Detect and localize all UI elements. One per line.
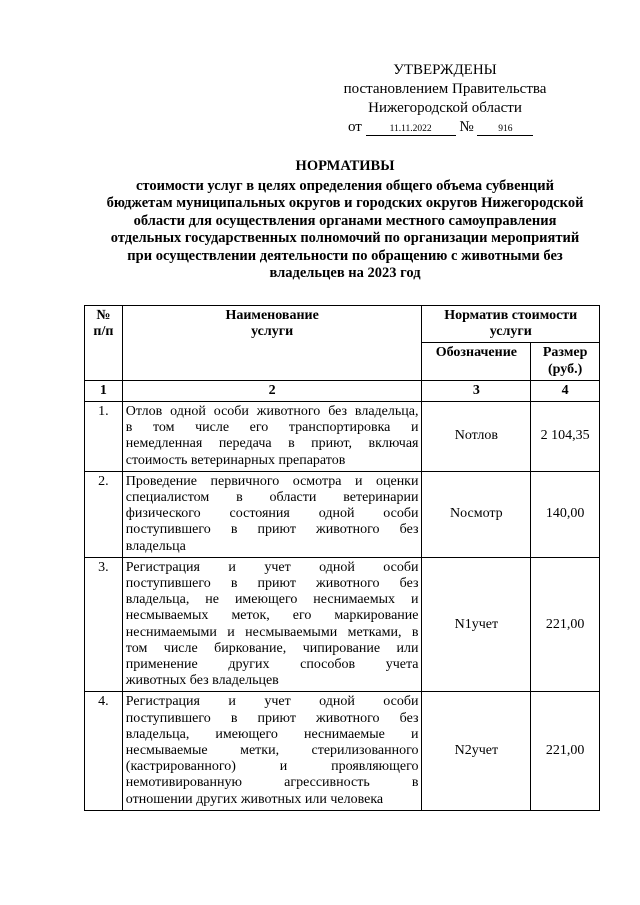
row-size: 140,00 (531, 471, 600, 557)
from-label: от (348, 119, 362, 135)
col-number: 2 (122, 380, 422, 401)
approval-date-line (348, 118, 560, 137)
row-designation: Nосмотр (422, 471, 531, 557)
row-name: Регистрация и учет одной особи поступившего в приют животного без владельца, не имеющего неснимаемых и несмываемых меток, его маркирование неснимаемыми и несмываемыми метками, в том числе биркование, чипирование или применение других способов учета животных без владельцев (122, 557, 422, 692)
title-line: владельцев на 2023 год (269, 265, 421, 281)
norms-table (84, 305, 600, 811)
title-line: отдельных государственных полномочий по организации мероприятий (110, 230, 580, 246)
col-number: 4 (531, 380, 600, 401)
table-row (85, 692, 600, 810)
row-name: Проведение первичного осмотра и оценки специалистом в области ветеринарии физического состояния одной особи поступившего в приют животного без владельца (122, 471, 422, 557)
approval-stamp (330, 61, 560, 137)
col-number: 3 (422, 380, 531, 401)
header-size: Размер (руб.) (531, 343, 600, 380)
row-designation: N2учет (422, 692, 531, 810)
row-size: 221,00 (531, 557, 600, 692)
col-number: 1 (85, 380, 123, 401)
table-row (85, 402, 600, 472)
approval-title: УТВЕРЖДЕНЫ (393, 62, 497, 78)
approval-region: Нижегородской области (368, 100, 522, 116)
row-num: 2. (85, 471, 123, 557)
document-title (95, 158, 595, 283)
number-label: № (459, 119, 474, 135)
header-norm: Норматив стоимости услуги (422, 306, 600, 343)
approval-number: 916 (477, 123, 533, 136)
row-size: 2 104,35 (531, 402, 600, 472)
row-name: Регистрация и учет одной особи поступившего в приют животного без владельца, имеющего неснимаемые и несмываемые метки, стерилизованного (кастрированного) и проявляющего немотивированную агрессивность в отношении других животных или человека (122, 692, 422, 810)
title-line: стоимости услуг в целях определения общего объема субвенций (135, 177, 554, 194)
header-name: Наименование услуги (122, 306, 422, 381)
row-num: 1. (85, 402, 123, 472)
header-designation: Обозначение (422, 343, 531, 380)
row-designation: N1учет (422, 557, 531, 692)
table-row (85, 557, 600, 692)
row-name: Отлов одной особи животного без владельца, в том числе его транспортировка и немедленная передача в приют, включая стоимость ветеринарных препаратов (122, 402, 422, 472)
title-line: бюджетам муниципальных округов и городских округов Нижегородской (106, 195, 584, 211)
header-num: № п/п (85, 306, 123, 381)
column-number-row (85, 380, 600, 401)
title-heading: НОРМАТИВЫ (295, 158, 395, 174)
table-row (85, 471, 600, 557)
row-size: 221,00 (531, 692, 600, 810)
approval-date: 11.11.2022 (366, 123, 456, 136)
row-num: 3. (85, 557, 123, 692)
row-designation: Nотлов (422, 402, 531, 472)
title-line: области для осуществления органами местного самоуправления (133, 212, 557, 229)
title-line: при осуществлении деятельности по обращению с животными без (127, 247, 563, 264)
table-header-row (85, 306, 600, 343)
row-num: 4. (85, 692, 123, 810)
approval-decree: постановлением Правительства (343, 81, 547, 97)
